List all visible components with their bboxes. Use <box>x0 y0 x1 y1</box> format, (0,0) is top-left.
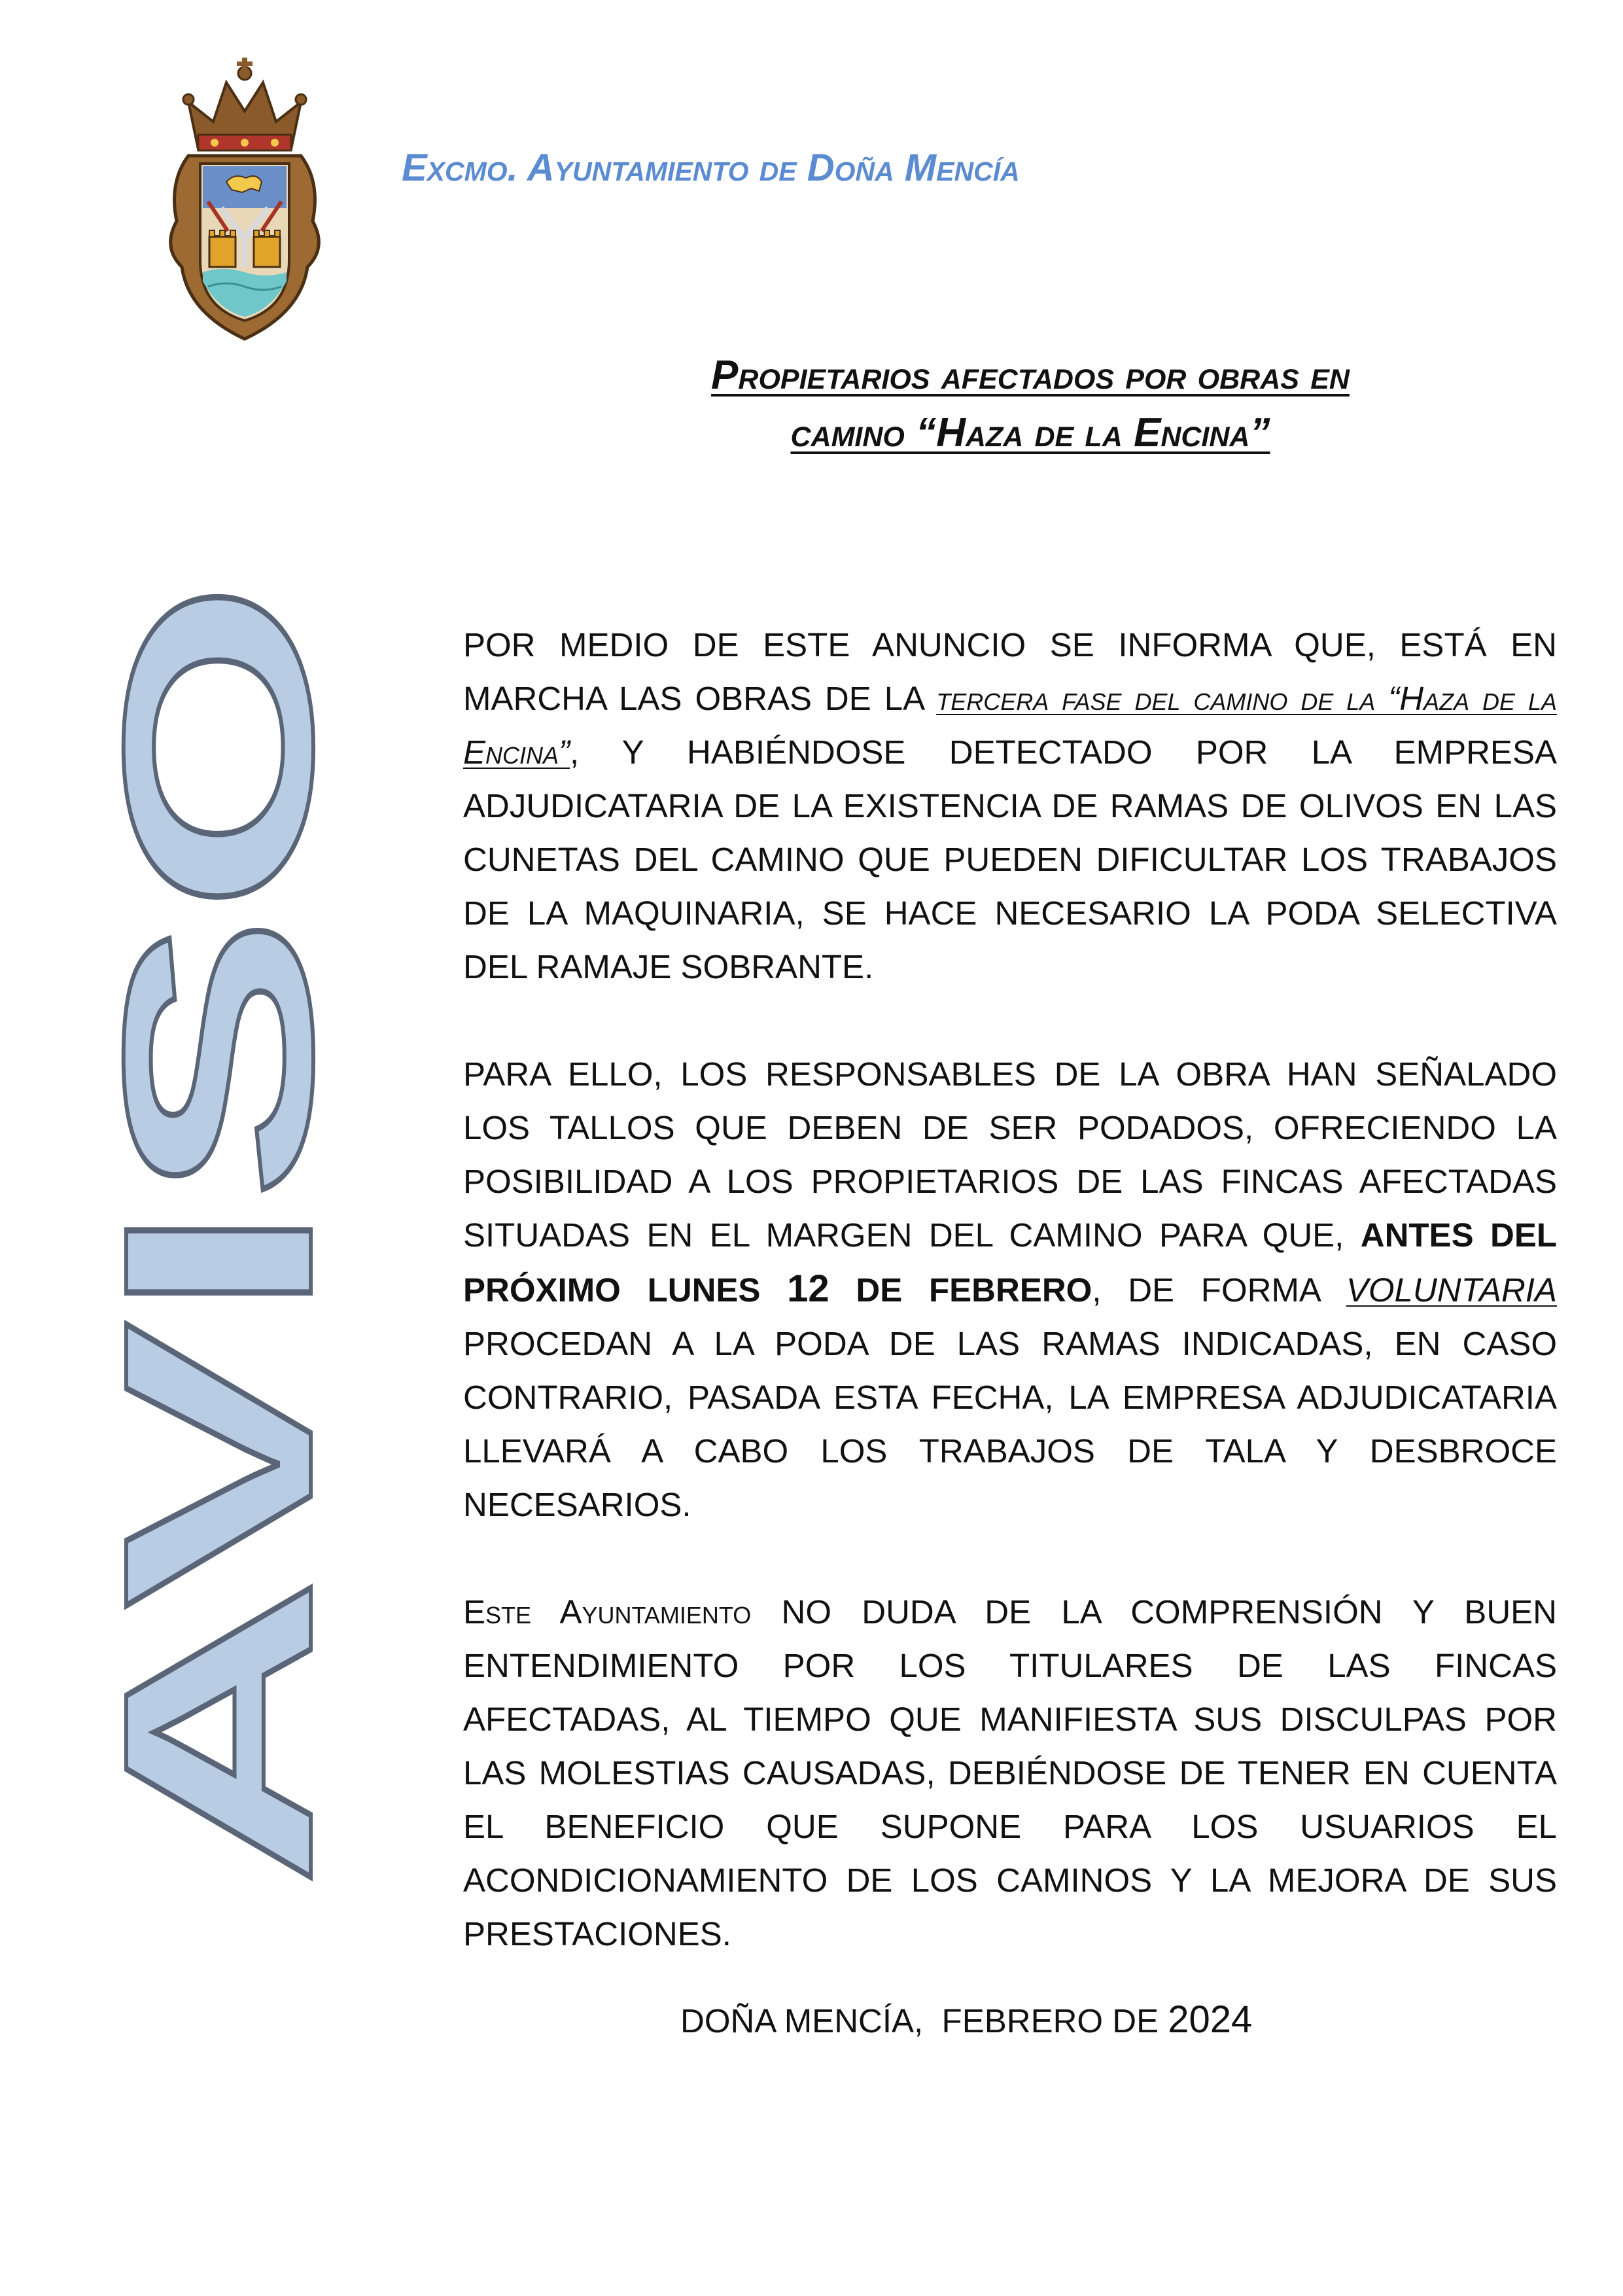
deadline-suffix: DE FEBRERO <box>829 1271 1092 1309</box>
place-date-text: DOÑA MENCÍA, FEBRERO DE <box>680 2002 1168 2040</box>
crown-icon <box>183 58 306 150</box>
place-and-date <box>680 1997 1335 2043</box>
notice-headline <box>458 347 1603 462</box>
coat-of-arms-icon <box>162 51 327 342</box>
deadline-day: 12 <box>787 1267 829 1310</box>
headline-line-2: camino “Haza de la Encina” <box>790 410 1270 456</box>
paragraph-2-middle: , DE FORMA <box>1092 1271 1346 1309</box>
headline-line-1: Propietarios afectados por obras en <box>711 353 1350 398</box>
paragraph-1-start: POR MEDIO DE ESTE ANUNCIO SE INFORMA QUE, ESTÁ EN MARCHA LAS OBRAS DE LA <box>463 626 1557 717</box>
aviso-side-banner <box>68 576 368 1891</box>
paragraph-3 <box>463 1585 1557 1961</box>
paragraph-1 <box>463 618 1557 994</box>
paragraph-3-lead: Este Ayuntamiento <box>463 1593 752 1631</box>
project-phase-name: tercera fase del camino de la “Haza de la Encina” <box>463 680 1557 771</box>
paragraph-2 <box>463 1048 1557 1532</box>
voluntary-text: VOLUNTARIA <box>1346 1271 1557 1309</box>
notice-body <box>463 618 1557 1961</box>
year-text: 2024 <box>1168 1998 1253 2041</box>
paragraph-3-text: NO DUDA DE LA COMPRENSIÓN Y BUEN ENTENDIMIENTO POR LOS TITULARES DE LAS FINCAS AFECTADAS, AL TIEMPO QUE MANIFIESTA SUS DISCULPAS POR LAS MOLESTIAS CAUSADAS, DEBIÉNDOSE DE TENER EN CUENTA EL BENEFICIO QUE SUPONE PARA LOS USUARIOS EL ACONDICIONAMIENTO DE LOS CAMINOS Y LA MEJORA DE SUS PRESTACIONES. <box>463 1593 1557 1952</box>
deadline-prefix: ANTES DEL PRÓXIMO LUNES <box>463 1216 1557 1309</box>
aviso-banner-text: AVISO <box>68 1072 368 1888</box>
paragraph-2-end: PROCEDAN A LA PODA DE LAS RAMAS INDICADAS, EN CASO CONTRARIO, PASADA ESTA FECHA, LA EMPRESA ADJUDICATARIA LLEVARÁ A CABO LOS TRABAJOS DE TALA Y DESBROCE NECESARIOS. <box>463 1325 1557 1523</box>
organization-name: Excmo. Ayuntamiento de Doña Mencía <box>402 147 1020 189</box>
paragraph-1-end: , Y HABIÉNDOSE DETECTADO POR LA EMPRESA ADJUDICATARIA DE LA EXISTENCIA DE RAMAS DE OLIVOS EN LAS CUNETAS DEL CAMINO QUE PUEDEN DIFICULTAR LOS TRABAJOS DE LA MAQUINARIA, SE HACE NECESARIO LA PODA SELECTIVA DEL RAMAJE SOBRANTE. <box>463 733 1557 985</box>
paragraph-2-start: PARA ELLO, LOS RESPONSABLES DE LA OBRA HAN SEÑALADO LOS TALLOS QUE DEBEN DE SER PODADOS, OFRECIENDO LA POSIBILIDAD A LOS PROPIETARIOS DE LAS FINCAS AFECTADAS SITUADAS EN EL MARGEN DEL CAMINO PARA QUE, <box>463 1055 1557 1254</box>
